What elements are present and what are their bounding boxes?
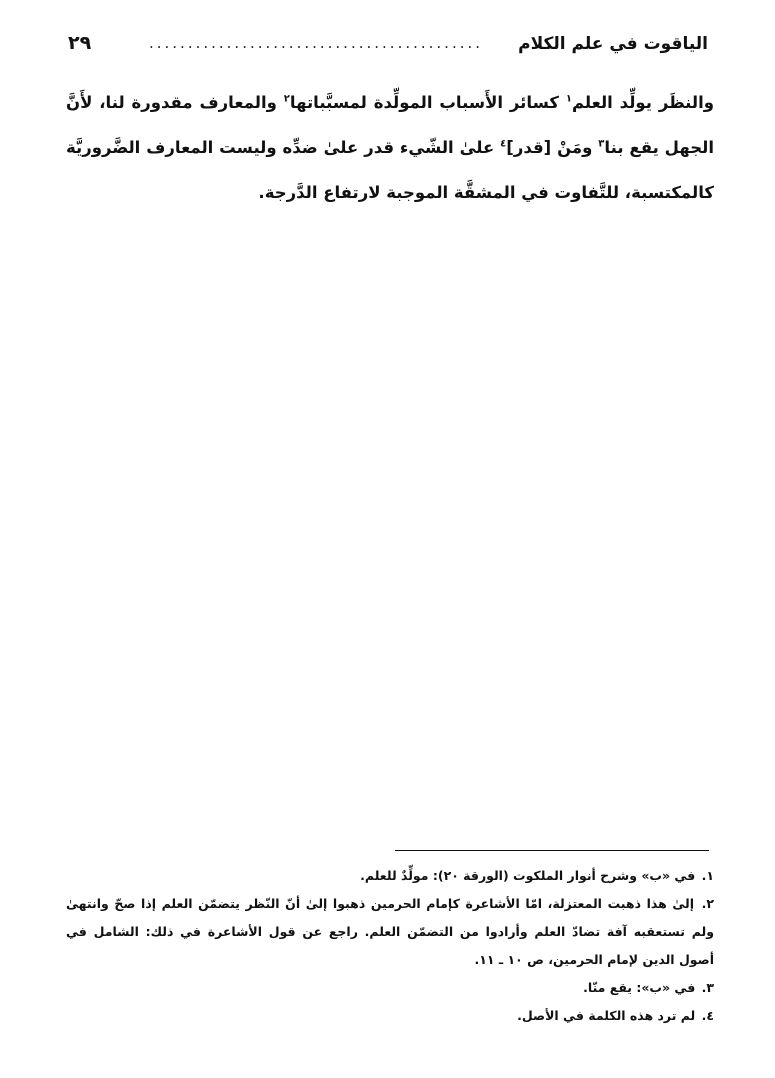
footnote-3 bbox=[66, 974, 714, 1002]
footnote-ref-3: ٣ bbox=[598, 138, 605, 150]
footnote-text: في «ب»: يقع منّا. bbox=[583, 980, 696, 995]
body-segment: علىٰ الشّيء قدر علىٰ ضدِّه وليست المعارف الضَّروريَّة كالمكتسبة، للتَّفاوت في المشقَّة الموجبة لارتفاع الدَّرجة. bbox=[66, 138, 714, 202]
footnote-number: ٤. bbox=[701, 1008, 714, 1023]
body-segment: والنظَر يولِّد العلم bbox=[571, 93, 715, 112]
footnote-number: ١. bbox=[701, 868, 714, 883]
footnote-divider bbox=[395, 850, 709, 851]
footnote-ref-2: ٢ bbox=[283, 93, 290, 105]
body-segment: كسائر الأَسباب المولِّدة لمسبَّباتها bbox=[289, 93, 559, 112]
footnote-2 bbox=[66, 890, 714, 974]
footnote-1 bbox=[66, 862, 714, 890]
footnote-text: لإمام الحرمين، ص ١٠ ـ ١١. bbox=[474, 952, 639, 967]
footnote-4 bbox=[66, 1002, 714, 1030]
footnote-number: ٣. bbox=[701, 980, 714, 995]
footnote-ref-1: ١ bbox=[565, 93, 572, 105]
footnote-text: لم ترد هذه الكلمة في الأصل. bbox=[517, 1008, 696, 1023]
page-number: ٢٩ bbox=[68, 32, 92, 54]
footnote-ref-4: ٤ bbox=[500, 138, 507, 150]
body-segment: والمعارف مقدورة لنا، لأَنَّ الجهل يقع بنا bbox=[66, 93, 715, 157]
main-paragraph bbox=[66, 80, 714, 215]
running-title: الياقوت في علم الكلام bbox=[518, 34, 708, 54]
footnote-text: إلىٰ هذا ذهبت المعتزلة، امّا الأشاعرة كإمام الحرمين ذهبوا إلىٰ أنّ النّظر يتضمّن العلم إذا صحّ وانتهىٰ ولم تستعقبه آفة تضادّ العلم وأرادوا من التضمّن العلم. راجع عن قول الأشاعرة في ذلك: bbox=[66, 896, 714, 939]
leader-dots: ........................................... bbox=[148, 34, 484, 52]
book-title: الشامل في أصول الدين bbox=[66, 924, 714, 967]
footnotes bbox=[66, 862, 714, 1030]
footnote-text: في «ب» وشرح أنوار الملكوت (الورقة ٢٠): مولِّدٌ للعلم. bbox=[360, 868, 696, 883]
body-segment: ومَنْ [قدر] bbox=[506, 138, 593, 157]
footnote-number: ٢. bbox=[701, 896, 714, 911]
page-header bbox=[68, 26, 708, 66]
